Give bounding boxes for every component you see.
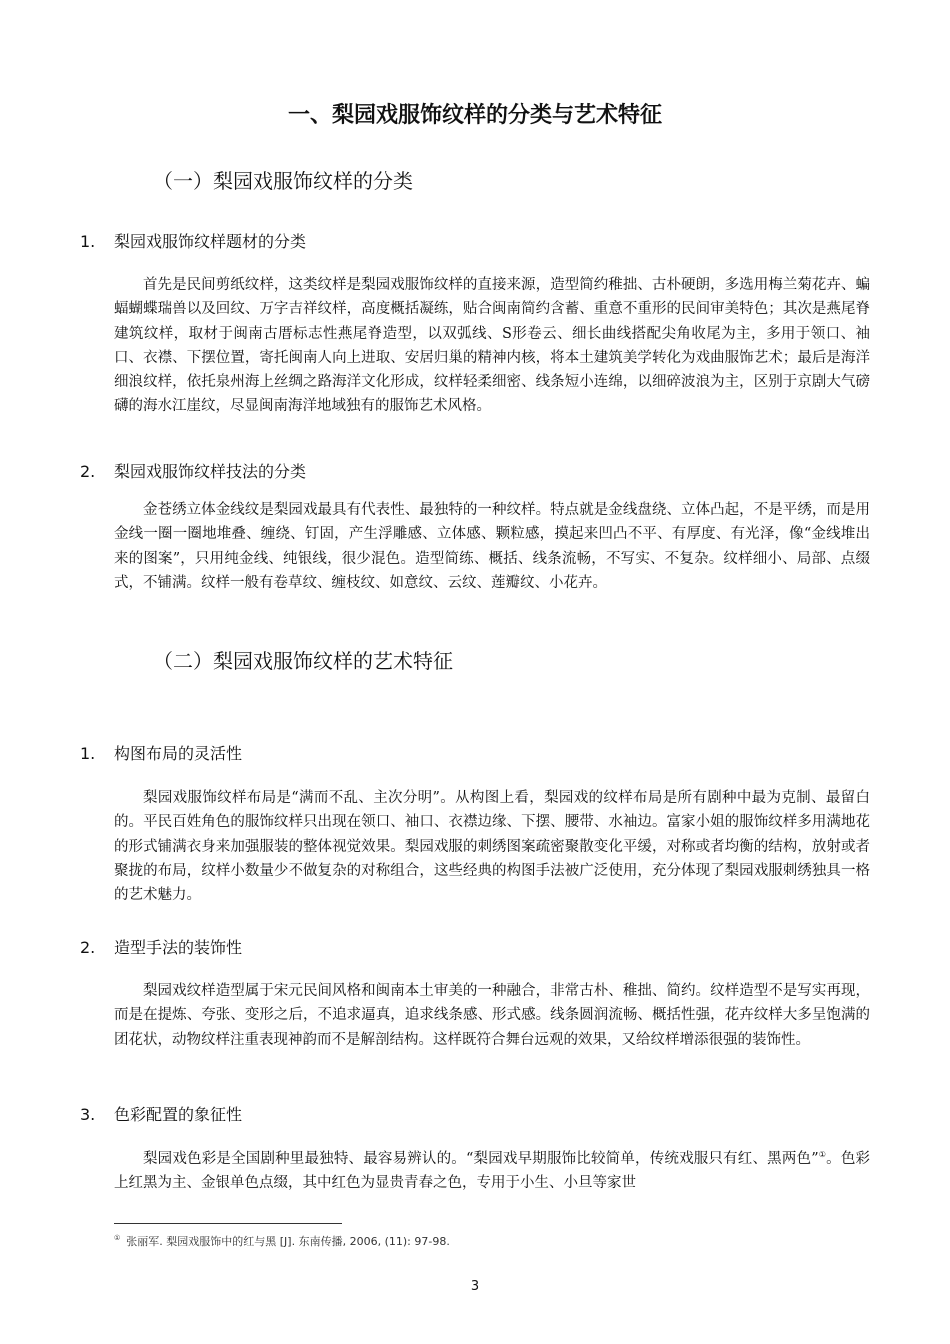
page-number: 3: [470, 1279, 480, 1294]
subheading-modeling: [80, 936, 242, 960]
paragraph-subject-classification: 首先是民间剪纸纹样，这类纹样是梨园戏服饰纹样的直接来源，造型简约稚拙、古朴硬朗，多选用梅兰菊花卉、蝙蝠蝴蝶瑞兽以及回纹、万字吉祥纹样，高度概括凝练，贴合闽南简约含蓄、重意不重形的民间审美特色；其次是燕尾脊建筑纹样，取材于闽南古厝标志性燕尾脊造型，以双弧线、S形卷云、细长曲线搭配尖角收尾为主，多用于领口、袖口、衣襟、下摆位置，寄托闽南人向上进取、安居归巢的精神内核，将本土建筑美学转化为戏曲服饰艺术；最后是海洋细浪纹样，依托泉州海上丝绸之路海洋文化形成，纹样轻柔细密、线条短小连绵，以细碎波浪为主，区别于京剧大气磅礴的海水江崖纹，尽显闽南海洋地域独有的服饰艺术风格。: [114, 277, 870, 415]
footnote-divider: [114, 1223, 342, 1224]
footnote-marker: ①: [114, 1234, 121, 1242]
subheading-text: 造型手法的装饰性: [114, 938, 243, 957]
chapter-title: 一、梨园戏服饰纹样的分类与艺术特征: [287, 103, 662, 128]
section-heading-artistic-features: （二）梨园戏服饰纹样的艺术特征: [153, 649, 453, 673]
subheading-subject-classification: [80, 230, 306, 254]
subheading-text: 色彩配置的象征性: [114, 1105, 243, 1124]
footnote-text: 张丽军. 梨园戏服饰中的红与黑 [J]. 东南传播, 2006, (11): 97-98.: [126, 1235, 450, 1248]
paragraph-color: [114, 1147, 870, 1196]
subheading-number: 3.: [80, 1105, 96, 1124]
subheading-number: 1.: [80, 232, 96, 251]
paragraph-technique-classification: 金苍绣立体金线纹是梨园戏最具有代表性、最独特的一种纹样。特点就是金线盘绕、立体凸起，不是平绣，而是用金线一圈一圈地堆叠、缠绕、钉固，产生浮雕感、立体感、颗粒感，摸起来凹凸不平、有厚度、有光泽，像“金线堆出来的图案”，只用纯金线、纯银线，很少混色。造型简练、概括、线条流畅，不写实、不复杂。纹样细小、局部、点缀式，不铺满。纹样一般有卷草纹、缠枝纹、如意纹、云纹、莲瓣纹、小花卉。: [114, 502, 870, 591]
section-heading-classification: （一）梨园戏服饰纹样的分类: [153, 169, 413, 193]
paragraph-composition: 梨园戏服饰纹样布局是“满而不乱、主次分明”。从构图上看，梨园戏的纹样布局是所有剧种中最为克制、最留白的。平民百姓角色的服饰纹样只出现在领口、袖口、衣襟边缘、下摆、腰带、水袖边。富家小姐的服饰纹样多用满地花的形式铺满衣身来加强服装的整体视觉效果。梨园戏服的刺绣图案疏密聚散变化平缓，对称或者均衡的结构，放射或者聚拢的布局，纹样小数量少不做复杂的对称组合，这些经典的构图手法被广泛使用，充分体现了梨园戏服刺绣独具一格的艺术魅力。: [114, 790, 870, 904]
subheading-text: 构图布局的灵活性: [114, 744, 243, 763]
paragraph-modeling: 梨园戏纹样造型属于宋元民间风格和闽南本土审美的一种融合，非常古朴、稚拙、简约。纹样造型不是写实再现，而是在提炼、夸张、变形之后，不追求逼真，追求线条感、形式感。线条圆润流畅、概括性强，花卉纹样大多呈饱满的团花状，动物纹样注重表现神韵而不是解剖结构。这样既符合舞台远观的效果，又给纹样增添很强的装饰性。: [114, 983, 870, 1048]
subheading-number: 1.: [80, 744, 96, 763]
subheading-text: 梨园戏服饰纹样技法的分类: [114, 462, 307, 481]
subheading-composition: [80, 742, 242, 766]
subheading-number: 2.: [80, 462, 96, 481]
subheading-text: 梨园戏服饰纹样题材的分类: [114, 232, 307, 251]
subheading-number: 2.: [80, 938, 96, 957]
footnote: [114, 1234, 450, 1250]
paragraph-text: 梨园戏色彩是全国剧种里最独特、最容易辨认的。“梨园戏早期服饰比较简单，传统戏服只有红、黑两色”: [143, 1151, 819, 1167]
paragraph-text: 。色彩上红黑为主、金银单色点缀，其中红色为显贵青春之色，专用于小生、小旦等家世: [114, 1151, 871, 1192]
footnote-reference[interactable]: ①: [818, 1150, 827, 1159]
subheading-color: [80, 1103, 242, 1127]
subheading-technique-classification: [80, 460, 306, 484]
